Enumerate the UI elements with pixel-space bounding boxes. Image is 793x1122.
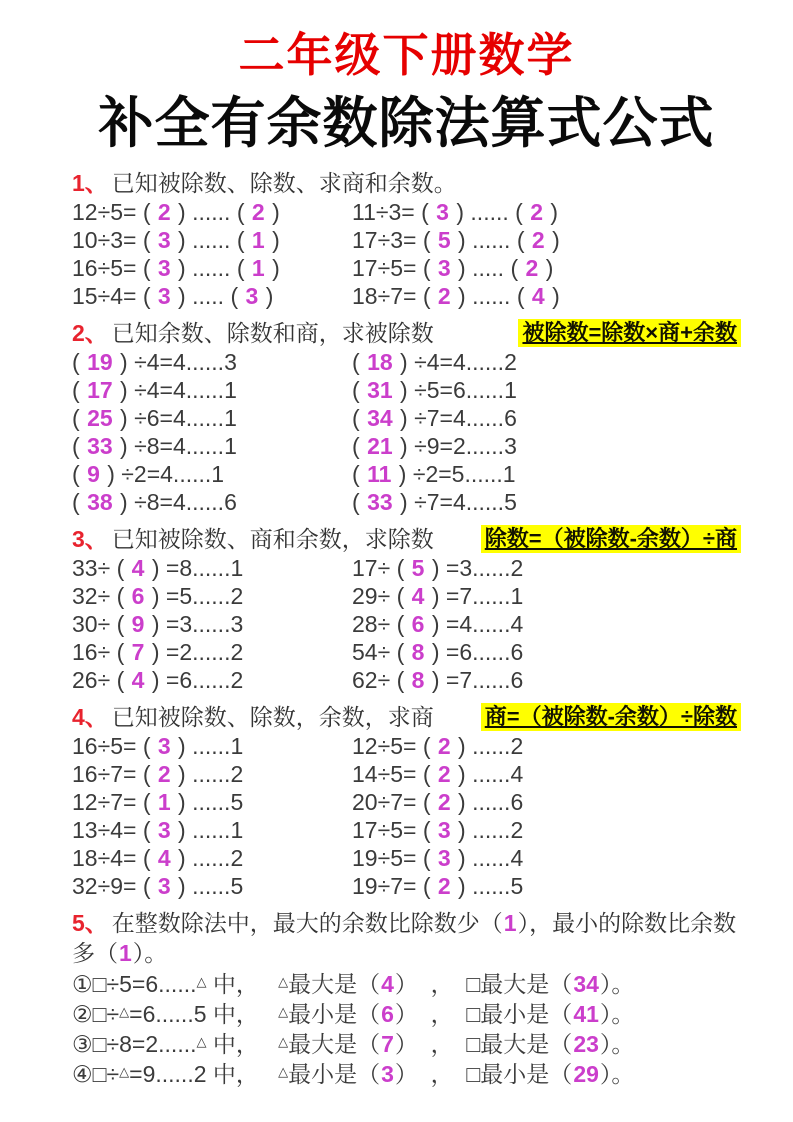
answer-value: 6 xyxy=(411,611,425,638)
item-line: ④□÷△=9......2 中， △最小是（3） ， □最小是（29）。 xyxy=(72,1061,635,1088)
equation-left: ( 9 ) ÷2=4......1 xyxy=(72,461,225,488)
triangle-icon: △ xyxy=(119,1064,130,1080)
equation-right: ( 31 ) ÷5=6......1 xyxy=(352,377,517,404)
equation-right: 62÷ ( 8 ) =7......6 xyxy=(352,667,524,694)
equation-right: 12÷5= ( 2 ) ......2 xyxy=(352,733,524,760)
equation-left: 16÷7= ( 2 ) ......2 xyxy=(72,761,244,788)
answer-value: 34 xyxy=(573,971,599,998)
section-number: 2、 xyxy=(72,320,108,347)
answer-value: 5 xyxy=(411,555,425,582)
section-heading-row xyxy=(72,702,741,732)
answer-value: 18 xyxy=(367,349,393,376)
section-number: 1、 xyxy=(72,170,108,197)
equation-right: 14÷5= ( 2 ) ......4 xyxy=(352,761,524,788)
answer-value: 3 xyxy=(381,1061,394,1088)
section-heading-row xyxy=(72,168,741,198)
item-line: ②□÷△=6......5 中， △最小是（6） ， □最小是（41）。 xyxy=(72,1001,635,1028)
section-1 xyxy=(72,168,741,310)
equation-left: 12÷7= ( 1 ) ......5 xyxy=(72,789,244,816)
equation-left: 26÷ ( 4 ) =6......2 xyxy=(72,667,244,694)
triangle-icon: △ xyxy=(196,1034,207,1050)
answer-value: 2 xyxy=(157,761,171,788)
answer-value: 34 xyxy=(367,405,393,432)
equation-left: 32÷ ( 6 ) =5......2 xyxy=(72,583,244,610)
equation-right: 17÷5= ( 3 ) ..... ( 2 ) xyxy=(352,255,554,282)
equation-right: 19÷5= ( 3 ) ......4 xyxy=(352,845,524,872)
equation-left: 16÷5= ( 3 ) ...... ( 1 ) xyxy=(72,255,280,282)
equation-right: 17÷5= ( 3 ) ......2 xyxy=(352,817,524,844)
triangle-icon: △ xyxy=(196,974,207,990)
answer-value: 23 xyxy=(573,1031,599,1058)
answer-value: 3 xyxy=(437,255,451,282)
answer-value: 7 xyxy=(381,1031,394,1058)
answer-value: 9 xyxy=(131,611,145,638)
answer-value: 2 xyxy=(437,789,451,816)
answer-value: 3 xyxy=(157,283,171,310)
section-heading-row xyxy=(72,524,741,554)
answer-value: 3 xyxy=(436,199,449,226)
section-heading: 在整数除法中，最大的余数比除数少（1），最小的除数比余数多（1）。 xyxy=(72,910,737,967)
answer-value: 1 xyxy=(251,255,265,282)
answer-value: 3 xyxy=(157,733,171,760)
equation-right: ( 18 ) ÷4=4......2 xyxy=(352,349,517,376)
equation-right: 28÷ ( 6 ) =4......4 xyxy=(352,611,524,638)
equation-left: 10÷3= ( 3 ) ...... ( 1 ) xyxy=(72,227,280,254)
answer-value: 31 xyxy=(367,377,393,404)
answer-value: 2 xyxy=(437,761,451,788)
answer-value: 6 xyxy=(381,1001,394,1028)
answer-value: 19 xyxy=(87,349,113,376)
equation-left: ( 33 ) ÷8=4......1 xyxy=(72,433,237,460)
section-heading-row xyxy=(72,908,741,968)
section-heading: 已知被除数、除数、求商和余数。 xyxy=(111,170,457,197)
equation-right: 18÷7= ( 2 ) ...... ( 4 ) xyxy=(352,283,560,310)
section-number: 4、 xyxy=(72,704,108,731)
formula-badge: 除数=（被除数-余数）÷商 xyxy=(481,525,741,553)
equation-right: 20÷7= ( 2 ) ......6 xyxy=(352,789,524,816)
equation-right: 17÷3= ( 5 ) ...... ( 2 ) xyxy=(352,227,560,254)
section-3 xyxy=(72,524,741,694)
answer-value: 2 xyxy=(157,199,171,226)
equation-left: 16÷5= ( 3 ) ......1 xyxy=(72,733,244,760)
answer-value: 5 xyxy=(437,227,451,254)
equation-left: ( 19 ) ÷4=4......3 xyxy=(72,349,237,376)
section-heading: 已知被除数、除数，余数，求商 xyxy=(111,704,434,731)
answer-value: 29 xyxy=(573,1061,599,1088)
answer-value: 2 xyxy=(251,199,265,226)
equation-right: 29÷ ( 4 ) =7......1 xyxy=(352,583,524,610)
equation-left: 18÷4= ( 4 ) ......2 xyxy=(72,845,244,872)
section-5 xyxy=(72,908,741,1088)
equation-right: 17÷ ( 5 ) =3......2 xyxy=(352,555,524,582)
equation-left: 32÷9= ( 3 ) ......5 xyxy=(72,873,244,900)
answer-value: 41 xyxy=(573,1001,599,1028)
answer-value: 3 xyxy=(437,845,451,872)
answer-value: 4 xyxy=(411,583,425,610)
equation-left: ( 17 ) ÷4=4......1 xyxy=(72,377,237,404)
equation-left: ( 38 ) ÷8=4......6 xyxy=(72,489,237,516)
answer-value: 9 xyxy=(87,461,100,488)
answer-value: 3 xyxy=(157,873,171,900)
section-heading: 已知余数、除数和商，求被除数 xyxy=(111,320,434,347)
section-4 xyxy=(72,702,741,900)
answer-value: 2 xyxy=(530,199,543,226)
answer-value: 2 xyxy=(437,733,451,760)
answer-value: 2 xyxy=(525,255,539,282)
answer-value: 4 xyxy=(381,971,394,998)
answer-value: 38 xyxy=(87,489,113,516)
answer-value: 2 xyxy=(437,283,451,310)
formula-badge: 商=（被除数-余数）÷除数 xyxy=(481,703,741,731)
answer-value: 3 xyxy=(245,283,259,310)
answer-value: 11 xyxy=(367,461,392,488)
answer-value: 1 xyxy=(251,227,265,254)
answer-value: 4 xyxy=(131,555,145,582)
answer-value: 3 xyxy=(157,227,171,254)
page-subtitle: 补全有余数除法算式公式 xyxy=(98,91,715,154)
equation-left: 12÷5= ( 2 ) ...... ( 2 ) xyxy=(72,199,280,226)
equation-left: 30÷ ( 9 ) =3......3 xyxy=(72,611,244,638)
answer-value: 2 xyxy=(437,873,451,900)
section-number: 5、 xyxy=(72,910,108,937)
equation-right: ( 11 ) ÷2=5......1 xyxy=(352,461,516,488)
answer-value: 4 xyxy=(157,845,171,872)
answer-value: 8 xyxy=(411,639,425,666)
equation-left: ( 25 ) ÷6=4......1 xyxy=(72,405,237,432)
answer-value: 6 xyxy=(131,583,145,610)
answer-value: 33 xyxy=(87,433,113,460)
sections-container xyxy=(72,168,741,1088)
formula-badge: 被除数=除数×商+余数 xyxy=(518,319,741,347)
equation-left: 15÷4= ( 3 ) ..... ( 3 ) xyxy=(72,283,274,310)
equations-grid xyxy=(72,348,741,516)
answer-value: 8 xyxy=(411,667,425,694)
answer-value: 2 xyxy=(531,227,545,254)
answer-value: 33 xyxy=(367,489,393,516)
answer-value: 17 xyxy=(87,377,113,404)
answer-value: 1 xyxy=(503,910,517,937)
triangle-icon: △ xyxy=(278,1064,289,1080)
section-2 xyxy=(72,318,741,516)
triangle-icon: △ xyxy=(278,1004,289,1020)
answer-value: 1 xyxy=(119,940,132,967)
equation-left: 16÷ ( 7 ) =2......2 xyxy=(72,639,244,666)
triangle-icon: △ xyxy=(278,974,289,990)
answer-value: 3 xyxy=(437,817,451,844)
page-title: 二年级下册数学 xyxy=(238,29,575,81)
equations-grid xyxy=(72,732,741,900)
answer-value: 4 xyxy=(131,667,145,694)
answer-value: 3 xyxy=(157,255,171,282)
item-line: ③□÷8=2......△ 中， △最大是（7） ， □最大是（23）。 xyxy=(72,1031,635,1058)
equation-left: 33÷ ( 4 ) =8......1 xyxy=(72,555,244,582)
answer-value: 7 xyxy=(131,639,145,666)
equations-grid xyxy=(72,554,741,694)
answer-value: 25 xyxy=(87,405,113,432)
section-heading: 已知被除数、商和余数，求除数 xyxy=(111,526,434,553)
equation-right: ( 33 ) ÷7=4......5 xyxy=(352,489,517,516)
equation-right: 19÷7= ( 2 ) ......5 xyxy=(352,873,524,900)
section-heading-row xyxy=(72,318,741,348)
section-number: 3、 xyxy=(72,526,108,553)
answer-value: 21 xyxy=(367,433,393,460)
equation-left: 13÷4= ( 3 ) ......1 xyxy=(72,817,244,844)
item-line: ①□÷5=6......△ 中， △最大是（4） ， □最大是（34）。 xyxy=(72,971,635,998)
equation-right: ( 21 ) ÷9=2......3 xyxy=(352,433,517,460)
answer-value: 3 xyxy=(157,817,171,844)
equation-right: 11÷3= ( 3 ) ...... ( 2 ) xyxy=(352,199,559,226)
triangle-icon: △ xyxy=(119,1004,130,1020)
equation-right: 54÷ ( 8 ) =6......6 xyxy=(352,639,524,666)
equations-grid xyxy=(72,198,741,310)
answer-value: 1 xyxy=(157,789,171,816)
equation-right: ( 34 ) ÷7=4......6 xyxy=(352,405,517,432)
answer-value: 4 xyxy=(531,283,545,310)
triangle-icon: △ xyxy=(278,1034,289,1050)
